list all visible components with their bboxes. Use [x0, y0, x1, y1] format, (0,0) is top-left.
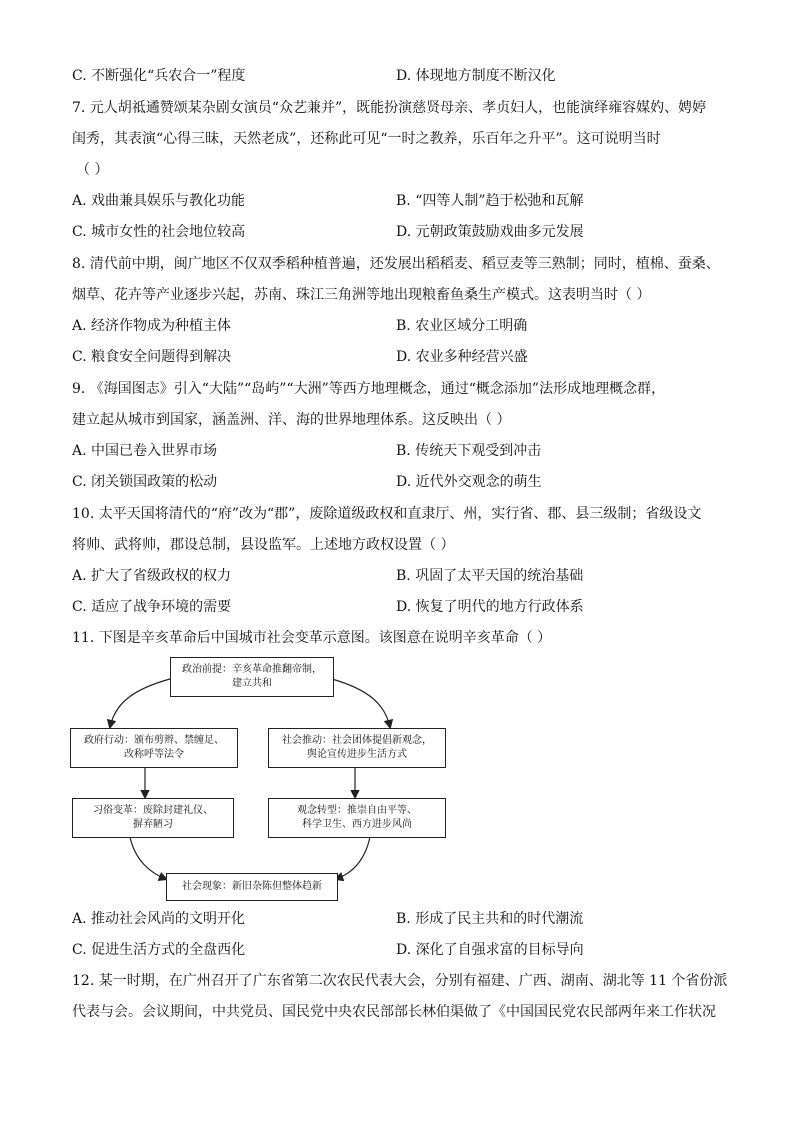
q9-option-d: D. 近代外交观念的萌生 — [396, 474, 542, 490]
diagram-box-political-premise: 政治前提：辛亥革命推翻帝制， 建立共和 — [170, 657, 334, 697]
q10-option-a: A. 扩大了省级政权的权力 — [72, 568, 232, 584]
question-9-line-2: 建立起从城市到国家，涵盖洲、洋、海的世界地理体系。这反映出（ ） — [72, 412, 511, 428]
option-c: C. 不断强化“兵农合一”程度 — [72, 68, 246, 84]
arrow-left-bottom-to-result — [130, 837, 166, 879]
q7-option-d: D. 元朝政策鼓励戏曲多元发展 — [396, 224, 584, 240]
question-8-line-2: 烟草、花卉等产业逐步兴起，苏南、珠江三角洲等地出现粮畜鱼桑生产模式。这表明当时（ ） — [72, 287, 651, 303]
q8-option-b: B. 农业区域分工明确 — [396, 318, 528, 334]
q7-option-c: C. 城市女性的社会地位较高 — [72, 224, 246, 240]
q10-option-d: D. 恢复了明代的地方行政体系 — [396, 599, 584, 615]
question-8-line-1: 8. 清代前中期，闽广地区不仅双季稻种植普遍，还发展出稻稻麦、稻豆麦等三熟制；同时，植棉、蚕桑、 — [72, 256, 720, 272]
question-7-blank: （ ） — [76, 162, 109, 178]
q8-option-d: D. 农业多种经营兴盛 — [396, 349, 528, 365]
q10-option-c: C. 适应了战争环境的需要 — [72, 599, 232, 615]
q9-option-b: B. 传统天下观受到冲击 — [396, 443, 542, 459]
diagram-box-government-action: 政府行动：颁布剪辫、禁缠足、 改称呼等法令 — [70, 728, 238, 768]
q8-option-a: A. 经济作物成为种植主体 — [72, 318, 232, 334]
arrow-top-to-right — [332, 679, 390, 727]
diagram-box-social-push: 社会推动：社会团体提倡新观念， 舆论宣传进步生活方式 — [268, 728, 446, 768]
revolution-social-change-diagram — [70, 655, 450, 905]
q8-option-c: C. 粮食安全问题得到解决 — [72, 349, 232, 365]
question-11-line-1: 11. 下图是辛亥革命后中国城市社会变革示意图。该图意在说明辛亥革命（ ） — [72, 630, 552, 646]
q7-option-a: A. 戏曲兼具娱乐与教化功能 — [72, 193, 246, 209]
q11-option-b: B. 形成了民主共和的时代潮流 — [396, 911, 584, 927]
arrow-right-bottom-to-result — [336, 837, 370, 879]
diagram-box-custom-reform: 习俗变革：废除封建礼仪、 摒弃陋习 — [72, 798, 234, 838]
question-12-line-1: 12. 某一时期，在广州召开了广东省第二次农民代表大会，分别有福建、广西、湖南、湖北等 11 个省份派 — [72, 973, 728, 989]
question-10-line-2: 将帅、武将帅，郡设总制，县设监军。上述地方政权设置（ ） — [72, 537, 455, 553]
arrow-top-to-left — [110, 679, 170, 727]
option-d: D. 体现地方制度不断汉化 — [396, 68, 556, 84]
q11-option-d: D. 深化了自强求富的目标导向 — [396, 942, 584, 958]
q9-option-a: A. 中国已卷入世界市场 — [72, 443, 218, 459]
question-7-line-2: 闺秀，其表演“心得三昧，天然老成”，还称此可见“一时之教养，乐百年之升平”。这可说明当时 — [72, 131, 661, 147]
question-9-line-1: 9. 《海国图志》引入“大陆”“岛屿”“大洲”等西方地理概念，通过“概念添加”法形成地理概念群， — [72, 381, 666, 397]
question-10-line-1: 10. 太平天国将清代的“府”改为“郡”，废除道级政权和直隶厅、州，实行省、郡、县三级制；省级设文 — [72, 506, 702, 522]
question-12-line-2: 代表与会。会议期间，中共党员、国民党中央农民部部长林伯渠做了《中国国民党农民部两年来工作状况 — [72, 1004, 716, 1020]
diagram-box-concept-transformation: 观念转型：推崇自由平等、 科学卫生、西方进步风尚 — [268, 798, 446, 838]
q11-option-c: C. 促进生活方式的全盘西化 — [72, 942, 246, 958]
q7-option-b: B. “四等人制”趋于松弛和瓦解 — [396, 193, 584, 209]
q9-option-c: C. 闭关锁国政策的松动 — [72, 474, 218, 490]
q11-option-a: A. 推动社会风尚的文明开化 — [72, 911, 246, 927]
question-7-line-1: 7. 元人胡祗遹赞颂某杂剧女演员“众艺兼并”，既能扮演慈贤母亲、孝贞妇人，也能演绎雍容媒妁、娉婷 — [72, 100, 707, 116]
q10-option-b: B. 巩固了太平天国的统治基础 — [396, 568, 584, 584]
diagram-box-social-phenomenon: 社会现象：新旧杂陈但整体趋新 — [166, 873, 338, 901]
